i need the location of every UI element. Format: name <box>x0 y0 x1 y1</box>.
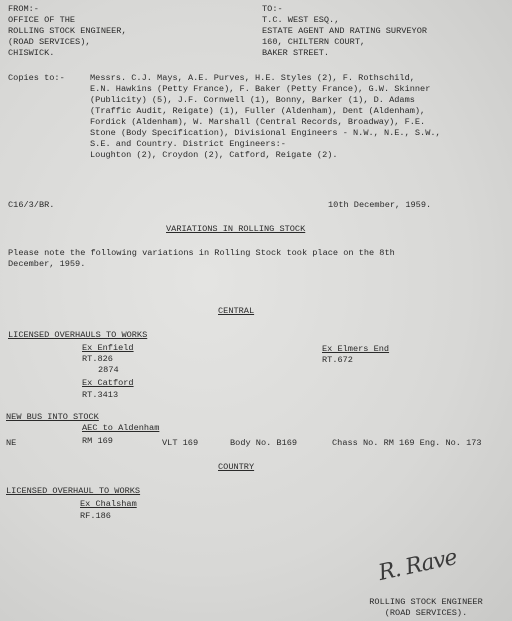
to-block <box>262 4 427 59</box>
catford-item: RT.3413 <box>82 390 119 400</box>
ex-elmers-end-label: Ex Elmers End <box>322 344 390 354</box>
copies-line: Fordick (Aldenham), W. Marshall (Central Records, Broadway), F.E. <box>90 117 426 127</box>
ex-catford-label: Ex Catford <box>82 378 134 388</box>
from-label: FROM:- <box>8 4 39 14</box>
copies-line: Loughton (2), Croydon (2), Catford, Reigate (2). <box>90 150 338 160</box>
handwritten-signature: R. Rave <box>376 545 459 586</box>
bus-rm-number: RM 169 <box>82 436 113 446</box>
chalsham-item: RF.186 <box>80 511 111 521</box>
copies-line: E.N. Hawkins (Petty France), F. Baker (Petty France), G.W. Skinner <box>90 84 431 94</box>
enfield-item: RT.826 <box>82 354 113 364</box>
signatory-title: ROLLING STOCK ENGINEER <box>369 597 483 607</box>
bus-code: NE <box>6 438 17 448</box>
to-line: T.C. WEST ESQ., <box>262 15 340 25</box>
aec-to-aldenham: AEC to Aldenham <box>82 423 160 433</box>
to-label: TO:- <box>262 4 283 14</box>
from-line: OFFICE OF THE <box>8 15 76 25</box>
to-line: 160, CHILTERN COURT, <box>262 37 366 47</box>
from-line: ROLLING STOCK ENGINEER, <box>8 26 127 36</box>
document-title: VARIATIONS IN ROLLING STOCK <box>166 224 306 234</box>
central-overhauls-heading: LICENSED OVERHAULS TO WORKS <box>8 330 148 340</box>
signatory-subtitle: (ROAD SERVICES). <box>384 608 468 618</box>
bus-body-number: Body No. B169 <box>230 438 298 448</box>
copies-line: Messrs. C.J. Mays, A.E. Purves, H.E. Styles (2), F. Rothschild, <box>90 73 415 83</box>
copies-line: Stone (Body Specification), Divisional Engineers - N.W., N.E., S.W., <box>90 128 441 138</box>
copies-list <box>90 73 441 161</box>
country-heading: COUNTRY <box>218 462 255 472</box>
to-line: BAKER STREET. <box>262 48 330 58</box>
letter-date: 10th December, 1959. <box>328 200 432 210</box>
elmers-item: RT.672 <box>322 355 353 365</box>
reference-number: C16/3/BR. <box>8 200 55 210</box>
to-line: ESTATE AGENT AND RATING SURVEYOR <box>262 26 428 36</box>
ex-enfield-label: Ex Enfield <box>82 343 134 353</box>
from-block <box>8 4 127 59</box>
bus-chassis-engine: Chass No. RM 169 Eng. No. 173 <box>332 438 482 448</box>
from-line: (ROAD SERVICES), <box>8 37 91 47</box>
copies-line: (Publicity) (5), J.F. Cornwell (1), Bonny, Barker (1), D. Adams <box>90 95 415 105</box>
intro-paragraph <box>8 248 395 270</box>
from-line: CHISWICK. <box>8 48 55 58</box>
bus-vlt-number: VLT 169 <box>162 438 199 448</box>
intro-line: Please note the following variations in Rolling Stock took place on the 8th <box>8 248 395 258</box>
signatory-block <box>346 597 506 619</box>
new-bus-heading: NEW BUS INTO STOCK <box>6 412 99 422</box>
copies-line: S.E. and Country. District Engineers:- <box>90 139 286 149</box>
copies-label: Copies to:- <box>8 73 65 83</box>
enfield-item: 2874 <box>98 365 119 375</box>
country-overhaul-heading: LICENSED OVERHAUL TO WORKS <box>6 486 141 496</box>
ex-chalsham-label: Ex Chalsham <box>80 499 137 509</box>
central-heading: CENTRAL <box>218 306 255 316</box>
intro-line: December, 1959. <box>8 259 86 269</box>
copies-line: (Traffic Audit, Reigate) (1), Fuller (Aldenham), Dent (Aldenham), <box>90 106 426 116</box>
